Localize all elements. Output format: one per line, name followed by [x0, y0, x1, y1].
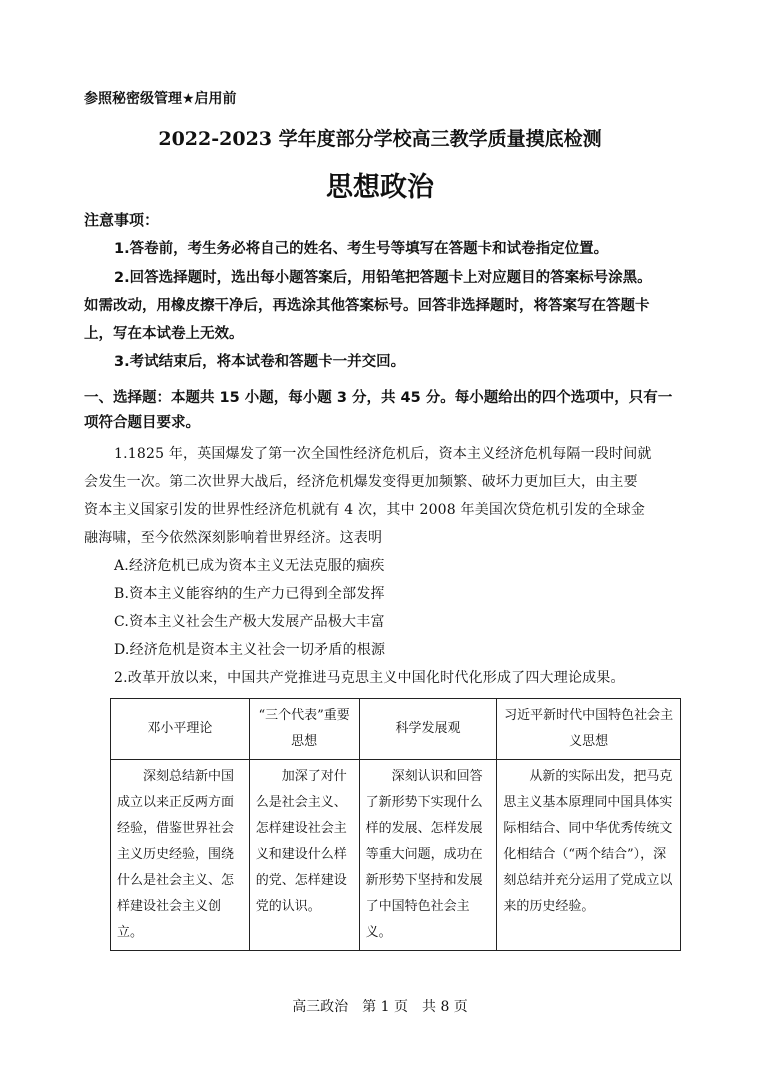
- secret-level-label: 参照秘密级管理★启用前: [84, 91, 237, 107]
- table-header-cell: 习近平新时代中国特色社会主义思想: [497, 699, 681, 760]
- table-header-row: [111, 699, 681, 760]
- table-header-cell: 科学发展观: [359, 699, 497, 760]
- question-1-line: 资本主义国家引发的世界性经济危机就有 4 次，其中 2008 年美国次贷危机引发的全球金: [84, 502, 646, 518]
- table-header-cell: 邓小平理论: [111, 699, 250, 760]
- note-item: 1.答卷前，考生务必将自己的姓名、考生号等填写在答题卡和试卷指定位置。: [114, 241, 609, 257]
- option-c: C.资本主义社会生产极大发展产品极大丰富: [114, 614, 385, 630]
- question-1-line: 会发生一次。第二次世界大战后，经济危机爆发变得更加频繁、破坏力更加巨大，由主要: [84, 474, 638, 490]
- note-item: 3.考试结束后，将本试卷和答题卡一并交回。: [114, 354, 406, 370]
- table-cell: 从新的实际出发，把马克思主义基本原理同中国具体实际相结合、同中华优秀传统文化相结合（“两个结合”），深刻总结并充分运用了党成立以来的历史经验。: [497, 760, 681, 951]
- table-cell: 加深了对什么是社会主义、怎样建设社会主义和建设什么样的党、怎样建设党的认识。: [249, 760, 359, 951]
- table-header-cell: “三个代表”重要思想: [249, 699, 359, 760]
- note-item: 上，写在本试卷上无效。: [84, 326, 244, 342]
- option-d: D.经济危机是资本主义社会一切矛盾的根源: [114, 642, 386, 658]
- notes-heading: 注意事项：: [84, 211, 160, 229]
- subject-title: 思想政治: [326, 172, 434, 203]
- note-item: 如需改动，用橡皮擦干净后，再选涂其他答案标号。回答非选择题时，将答案写在答题卡: [84, 298, 650, 314]
- note-item: 2.回答选择题时，选出每小题答案后，用铅笔把答题卡上对应题目的答案标号涂黑。: [114, 270, 652, 286]
- page-footer: 高三政治 第 1 页 共 8 页: [292, 999, 468, 1015]
- table-cell: 深刻总结新中国成立以来正反两方面经验，借鉴世界社会主义历史经验，围绕什么是社会主义、怎样建设社会主义创立。: [111, 760, 250, 951]
- question-1-line: 1.1825 年，英国爆发了第一次全国性经济危机后，资本主义经济危机每隔一段时间就: [114, 446, 652, 462]
- question-2-stem: 2.改革开放以来，中国共产党推进马克思主义中国化时代化形成了四大理论成果。: [114, 670, 625, 686]
- option-a: A.经济危机已成为资本主义无法克服的痼疾: [114, 558, 385, 574]
- table-row: [111, 760, 681, 951]
- question-1-line: 融海啸，至今依然深刻影响着世界经济。这表明: [84, 530, 383, 546]
- table-cell: 深刻认识和回答了新形势下实现什么样的发展、怎样发展等重大问题，成功在新形势下坚持和发展了中国特色社会主义。: [359, 760, 497, 951]
- exam-title: 2022-2023 学年度部分学校高三教学质量摸底检测: [158, 128, 602, 150]
- section-heading: 一、选择题：本题共 15 小题，每小题 3 分，共 45 分。每小题给出的四个选项中，只有一项符合题目要求。: [84, 390, 673, 431]
- option-b: B.资本主义能容纳的生产力已得到全部发挥: [114, 586, 385, 602]
- theory-table: [110, 698, 681, 951]
